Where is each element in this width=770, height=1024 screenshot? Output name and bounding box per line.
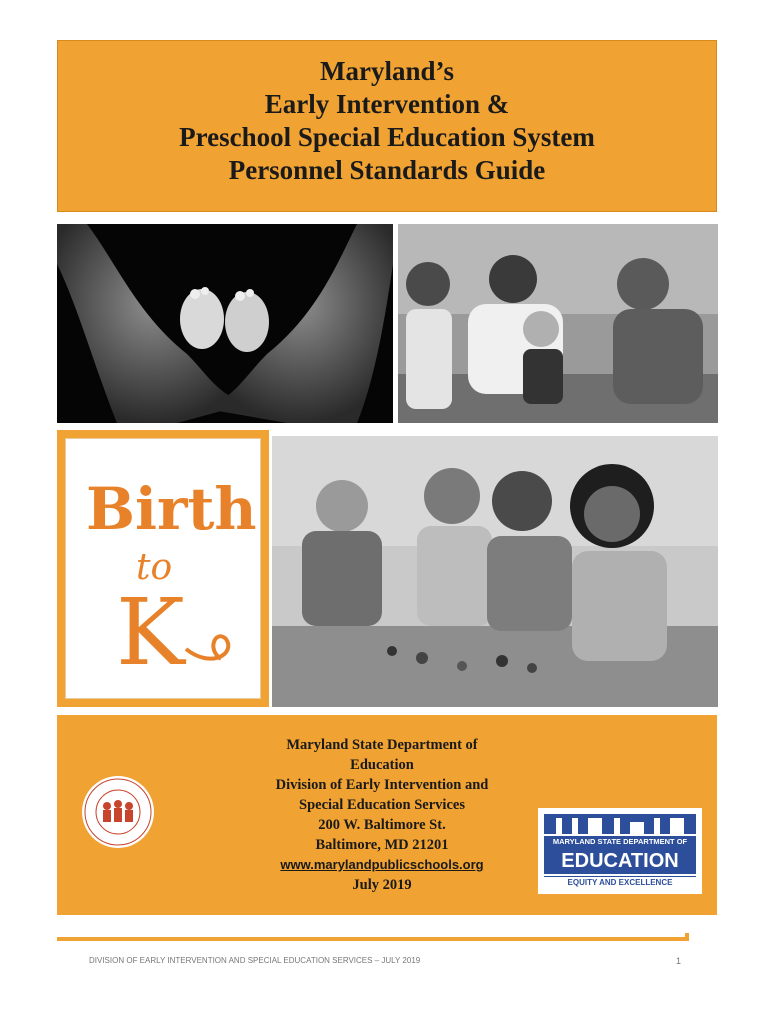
publisher-info-panel [57, 715, 717, 915]
city-state-zip: Baltimore, MD 21201 [315, 837, 449, 853]
page-number: 1 [676, 956, 682, 966]
msde-tagline: EQUITY AND EXCELLENCE [544, 876, 696, 889]
birth-to-k-logo [65, 438, 261, 699]
logo-to-text: to [136, 547, 173, 588]
division-line-2: Special Education Services [299, 797, 465, 813]
photo-family-group [398, 224, 718, 423]
footer-rule [57, 937, 689, 941]
footer-text: DIVISION OF EARLY INTERVENTION AND SPECIAL EDUCATION SERVICES – JULY 2019 [89, 956, 421, 965]
birth-to-k-artwork [66, 439, 260, 698]
msde-name-text: MARYLAND STATE DEPARTMENT OF [544, 836, 696, 848]
photo-children-table [272, 436, 718, 707]
birth-to-k-panel [57, 430, 269, 707]
title-line-3: Preschool Special Education System [179, 122, 595, 152]
state-house-icon [544, 814, 696, 834]
publisher-address [257, 735, 507, 895]
title-line-4: Personnel Standards Guide [228, 155, 546, 185]
publication-date: July 2019 [352, 877, 412, 893]
msde-education-text: EDUCATION [544, 848, 696, 874]
family-illustration [398, 224, 718, 423]
hands-illustration [57, 224, 393, 423]
logo-birth-text: Birth [86, 475, 257, 543]
title-line-1: Maryland’s [320, 56, 454, 86]
footer-rule-tick [685, 933, 689, 937]
title-banner [57, 40, 717, 212]
division-line-1: Division of Early Intervention and [275, 777, 489, 793]
street-address: 200 W. Baltimore St. [318, 817, 446, 833]
website-link[interactable]: www.marylandpublicschools.org [280, 857, 484, 872]
msde-logo [538, 808, 702, 894]
org-name: Maryland State Department of Education [286, 737, 478, 773]
title-line-2: Early Intervention & [264, 89, 510, 119]
children-illustration [272, 436, 718, 707]
seal-icon [79, 773, 157, 851]
photo-hands-baby-feet [57, 224, 393, 423]
logo-k-text: K [116, 579, 185, 686]
early-intervention-seal [79, 773, 157, 851]
